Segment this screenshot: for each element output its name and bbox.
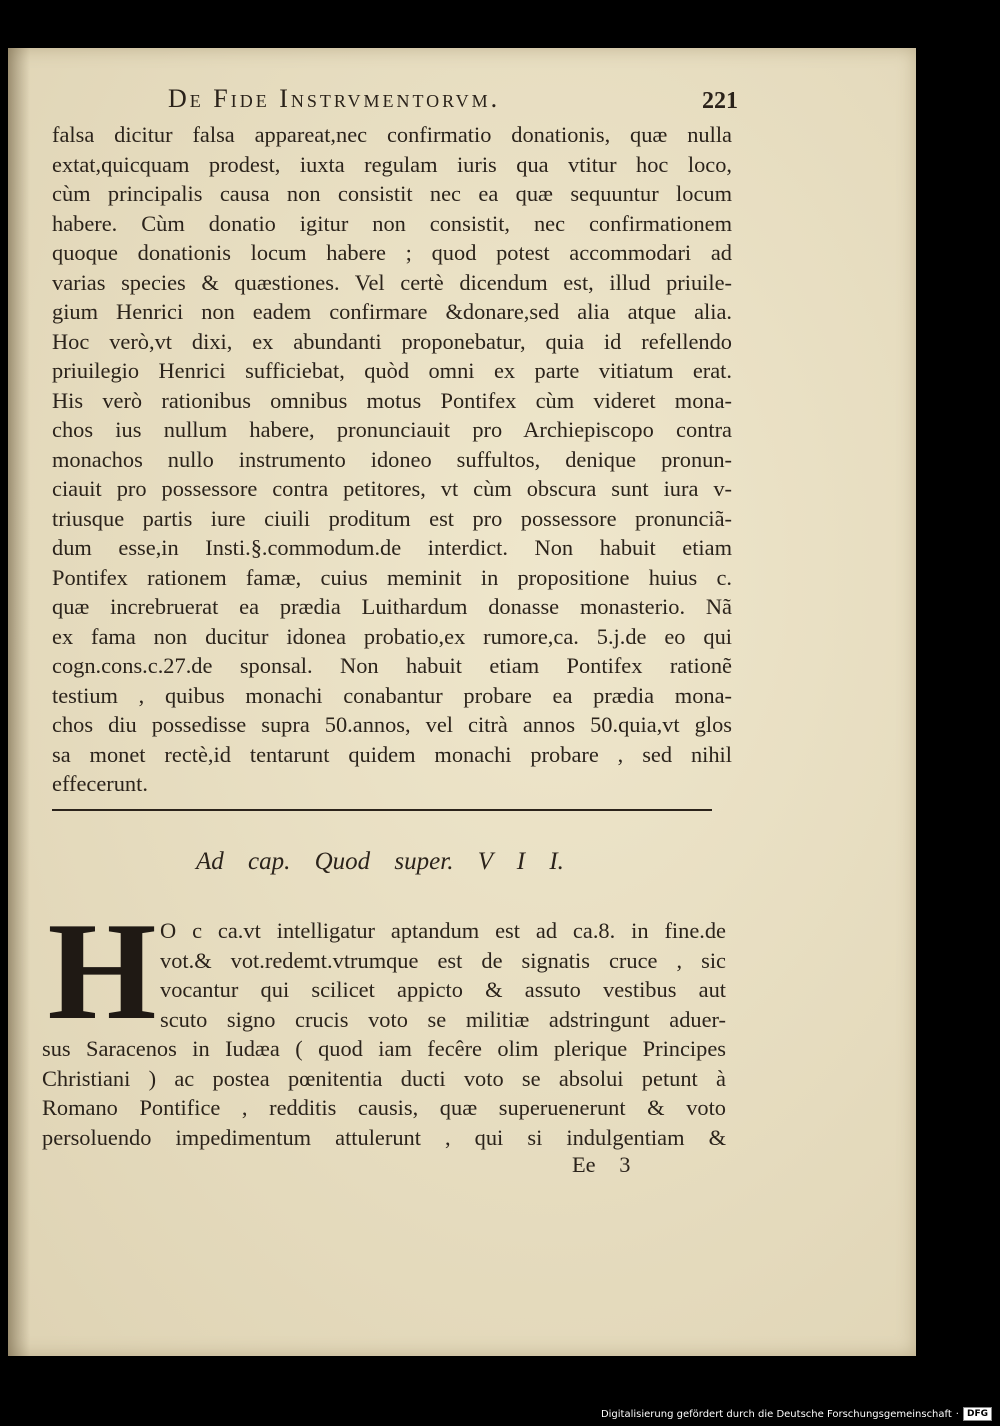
signature-mark: Ee 3 — [572, 1152, 631, 1177]
text-line: Hoc verò,vt dixi, ex abundanti proponebatur, quia id refellendo — [52, 328, 732, 354]
text-line: cùm principalis causa non consistit nec ea quæ sequuntur locum — [52, 181, 732, 206]
separator-dot: · — [955, 1408, 959, 1420]
text-line: triusque partis iure ciuili proditum est pro possessore pronunciã- — [52, 505, 732, 531]
text-line: gium Henrici non eadem confirmare &donare,sed alia atque alia. — [52, 299, 732, 324]
text-line: ex fama non ducitur idonea probatio,ex rumore,ca. 5.j.de eo qui — [52, 623, 732, 649]
text-line: extat,quicquam prodest, iuxta regulam iuris qua vtitur hoc loco, — [52, 151, 732, 177]
text-line: varias species & quæstiones. Vel certè dicendum est, illud priuile- — [52, 269, 732, 295]
text-line: quæ increbruerat ea prædia Luithardum donasse monasterio. Nã — [52, 594, 732, 619]
text-line: His verò rationibus omnibus motus Pontifex cùm videret mona- — [52, 387, 732, 413]
text-line: persoluendo impedimentum attulerunt , qui si indulgentiam & — [42, 1124, 726, 1150]
text-line: vocantur qui scilicet appicto & assuto vestibus aut — [160, 977, 726, 1002]
drop-cap-letter: H — [47, 894, 157, 1049]
text-line: chos diu possedisse supra 50.annos, vel citrà annos 50.quia,vt glos — [52, 712, 732, 737]
section-divider — [52, 809, 712, 811]
text-line: Pontifex rationem famæ, cuius meminit in propositione huius c. — [52, 564, 732, 590]
text-line: Romano Pontifice , redditis causis, quæ superuenerunt & voto — [42, 1095, 726, 1120]
text-line: vot.& vot.redemt.vtrumque est de signatis cruce , sic — [160, 947, 726, 973]
body-text-top — [52, 120, 732, 799]
text-line: sa monet rectè,id tentarunt quidem monachi probare , sed nihil — [52, 741, 732, 767]
text-line: cogn.cons.c.27.de sponsal. Non habuit etiam Pontifex rationẽ — [52, 653, 732, 678]
text-line: effecerunt. — [52, 771, 148, 796]
text-line: O c ca.vt intelligatur aptandum est ad ca.8. in fine.de — [160, 918, 726, 943]
text-line: ciauit pro possessore contra petitores, vt cùm obscura sunt iura v- — [52, 476, 732, 501]
book-page — [8, 48, 916, 1356]
text-line: habere. Cùm donatio igitur non consistit, nec confirmationem — [52, 210, 732, 236]
text-line: testium , quibus monachi conabantur probare ea prædia mona- — [52, 682, 732, 708]
running-head: De Fide Instrvmentorvm. — [168, 84, 501, 113]
page-number: 221 — [702, 88, 738, 114]
spine-shadow — [8, 48, 30, 1356]
text-line: quoque donationis locum habere ; quod potest accommodari ad — [52, 240, 732, 265]
text-line: scuto signo crucis voto se militiæ adstringunt aduer- — [160, 1006, 726, 1032]
text-line: monachos nullo instrumento idoneo suffultos, denique pronun- — [52, 446, 732, 472]
text-line: falsa dicitur falsa appareat,nec confirmatio donationis, quæ nulla — [52, 122, 732, 147]
body-text-bottom — [42, 916, 726, 1152]
dfg-logo-icon: DFG — [963, 1407, 992, 1421]
section-heading: Ad cap. Quod super. V I I. — [196, 848, 564, 875]
text-line: priuilegio Henrici sufficiebat, quòd omni ex parte vitiatum erat. — [52, 358, 732, 383]
text-line: Christiani ) ac postea pœnitentia ducti voto se absolui petunt à — [42, 1065, 726, 1091]
digitization-credit — [601, 1406, 992, 1422]
credit-text: Digitalisierung gefördert durch die Deutsche Forschungsgemeinschaft — [600, 1408, 952, 1420]
text-line: dum esse,in Insti.§.commodum.de interdict. Non habuit etiam — [52, 535, 732, 560]
text-line: chos ius nullum habere, pronunciauit pro Archiepiscopo contra — [52, 417, 732, 442]
text-line: sus Saracenos in Iudæa ( quod iam fecêre olim plerique Principes — [42, 1036, 726, 1061]
